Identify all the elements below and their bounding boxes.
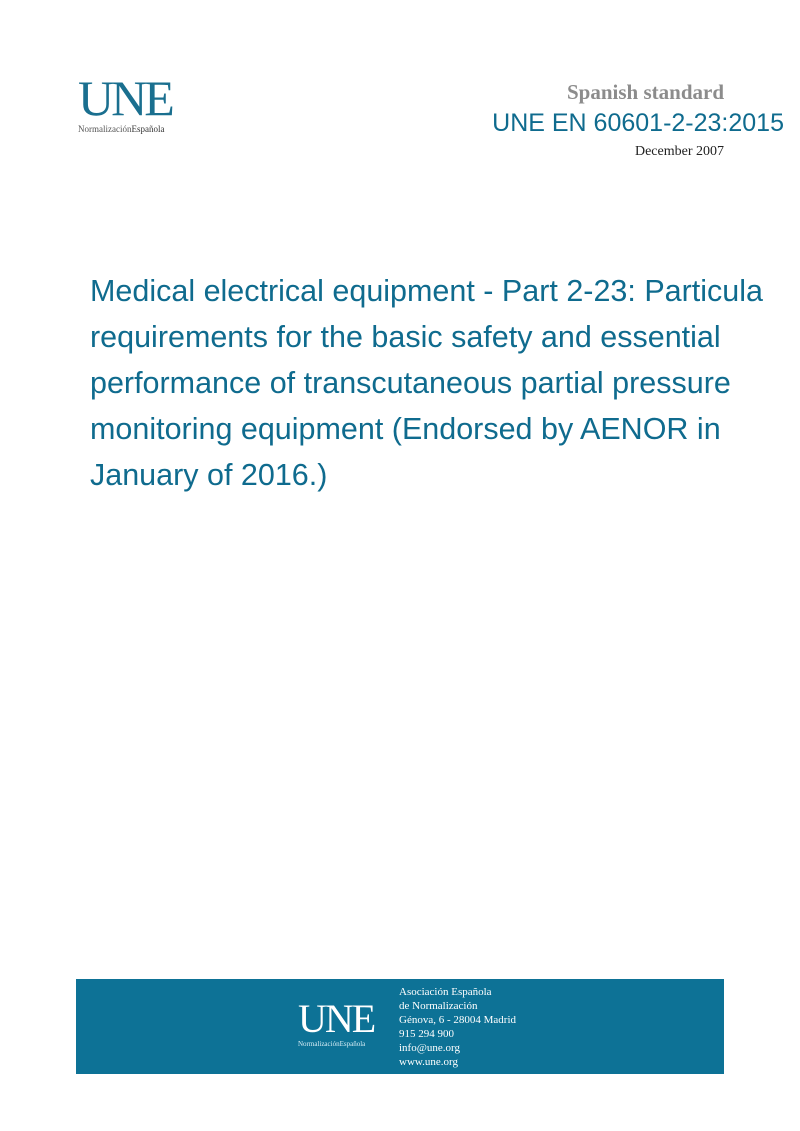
logo-tagline	[78, 124, 172, 134]
footer-band	[76, 979, 724, 1074]
footer-website[interactable]: www.une.org	[399, 1056, 458, 1068]
footer-logo	[298, 996, 375, 1048]
footer-logo-mark: UNE	[298, 996, 375, 1041]
une-logo	[78, 70, 172, 134]
footer-phone: 915 294 900	[399, 1028, 454, 1040]
logo-mark: UNE	[78, 70, 172, 126]
footer-org-line1: Asociación Española	[399, 986, 492, 998]
logo-tagline-part1: Normalización	[78, 124, 132, 134]
document-title: Medical electrical equipment - Part 2-23: Particula requirements for the basic safety and essential performance of transcutaneous partial pressure monitoring equipment (Endorsed by AENOR in January of 2016.)	[90, 274, 763, 492]
standard-code: UNE EN 60601-2-23:2015	[492, 109, 784, 137]
footer-tagline-part2: Española	[339, 1040, 366, 1048]
logo-tagline-part2: Española	[131, 124, 165, 134]
standard-kind: Spanish standard	[567, 80, 724, 104]
standard-header	[492, 80, 784, 162]
footer-address: Génova, 6 - 28004 Madrid	[399, 1014, 517, 1026]
footer-org-line2: de Normalización	[399, 1000, 478, 1012]
footer-contact	[399, 985, 516, 1069]
footer-logo-tagline	[298, 1040, 374, 1048]
footer-tagline-part1: Normalización	[298, 1040, 340, 1048]
standard-date: December 2007	[634, 144, 724, 159]
footer-email[interactable]: info@une.org	[399, 1042, 460, 1054]
